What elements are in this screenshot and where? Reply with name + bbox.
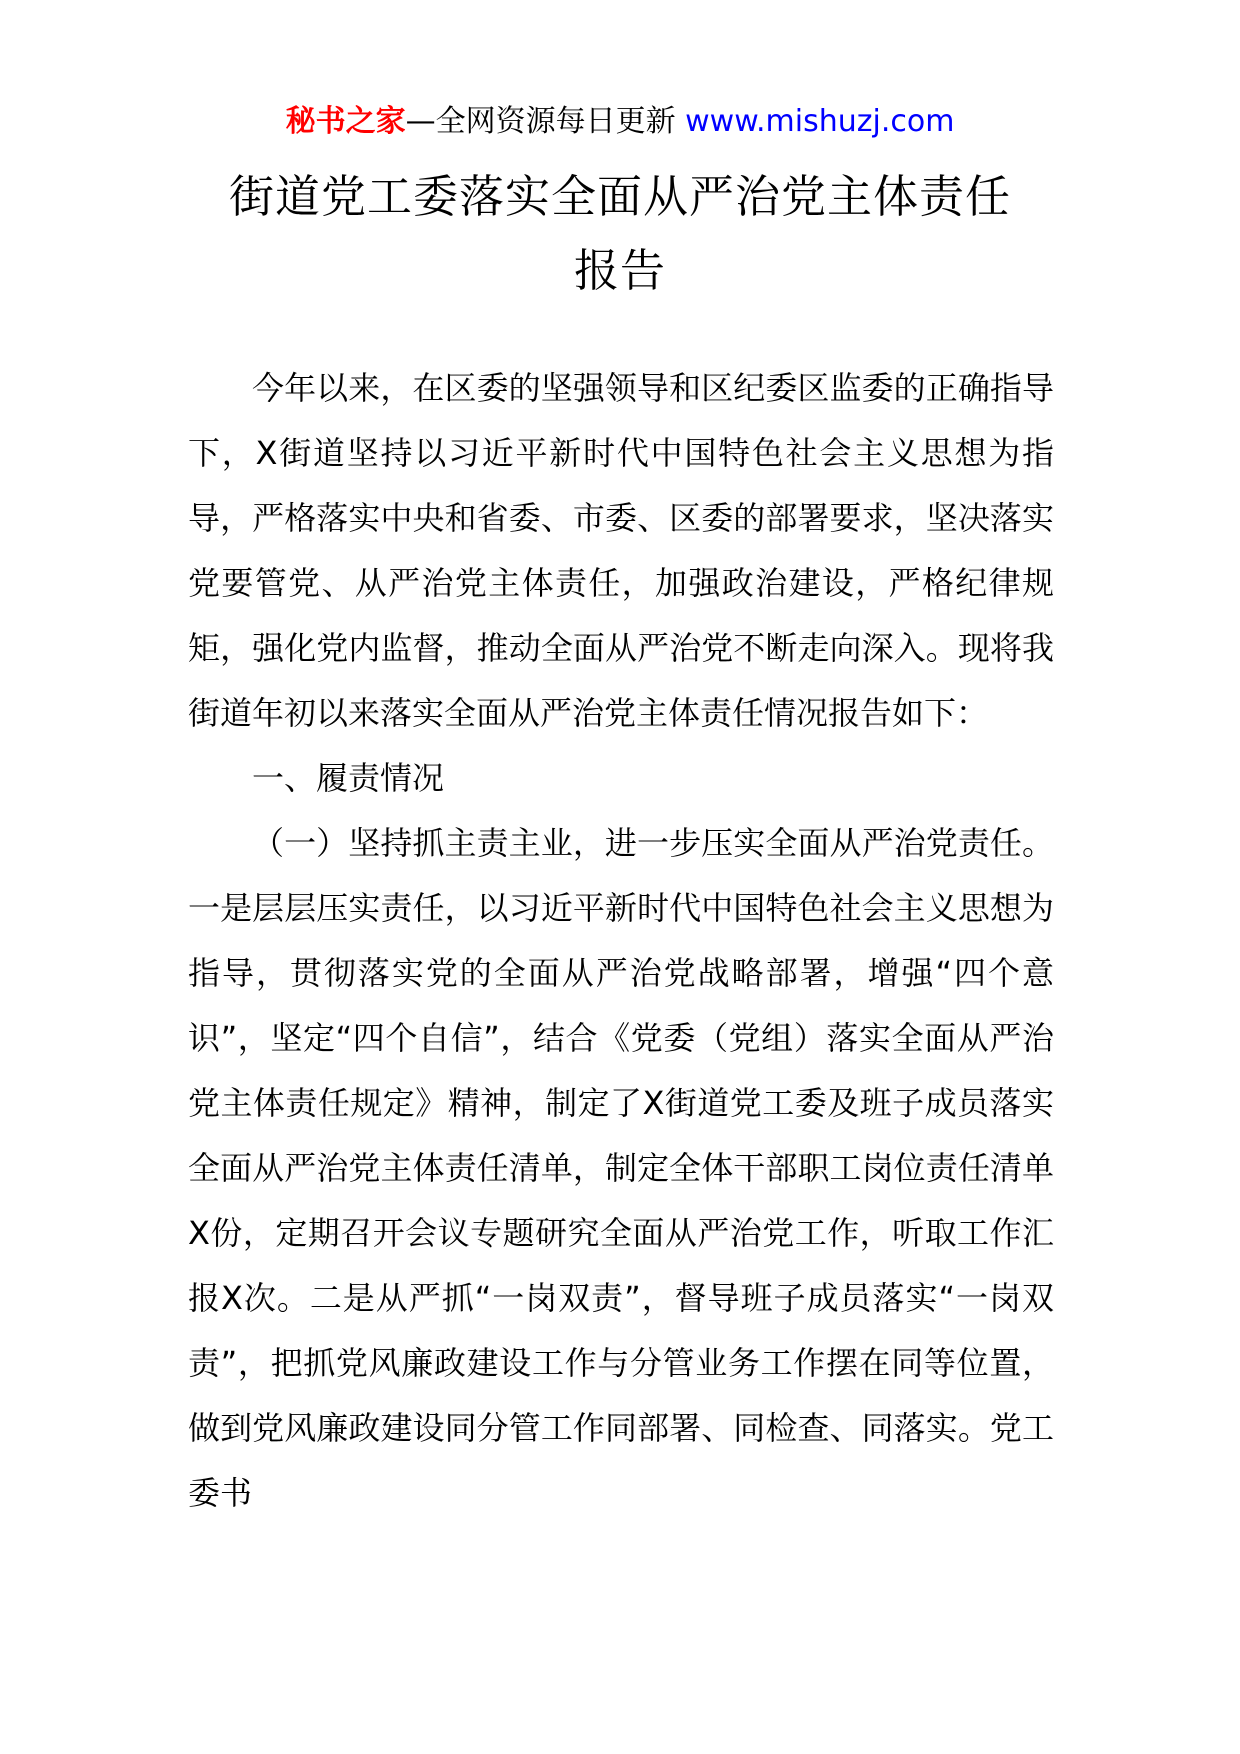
brand-website: www.mishuzj.com [685,104,955,139]
document-title [0,160,1240,308]
brand-slogan: —全网资源每日更新 [405,104,686,139]
title-line-2: 报告 [573,244,666,297]
watermark-header [0,100,1240,144]
intro-paragraph: 今年以来，在区委的坚强领导和区纪委区监委的正确指导下，X街道坚持以习近平新时代中国特色社会主义思想为指导，严格落实中央和省委、市委、区委的部署要求，坚决落实党要管党、从严治党主体责任，加强政治建设，严格纪律规矩，强化党内监督，推动全面从严治党不断走向深入。现将我街道年初以来落实全面从严治党主体责任情况报告如下： [188,369,1054,732]
body-paragraph: （一）坚持抓主责主业，进一步压实全面从严治党责任。一是层层压实责任，以习近平新时代中国特色社会主义思想为指导，贯彻落实党的全面从严治党战略部署，增强“四个意识”，坚定“四个自信”，结合《党委（党组）落实全面从严治党主体责任规定》精神，制定了X街道党工委及班子成员落实全面从严治党主体责任清单，制定全体干部职工岗位责任清单X份，定期召开会议专题研究全面从严治党工作，听取工作汇报X次。二是从严抓“一岗双责”，督导班子成员落实“一岗双责”，把抓党风廉政建设工作与分管业务工作摆在同等位置，做到党风廉政建设同分管工作同部署、同检查、同落实。党工委书 [188,824,1054,1512]
document-body [188,356,1054,1526]
section-heading: 一、履责情况 [252,759,445,797]
brand-name: 秘书之家 [285,104,406,139]
title-line-1: 街道党工委落实全面从严治党主体责任 [228,170,1011,223]
